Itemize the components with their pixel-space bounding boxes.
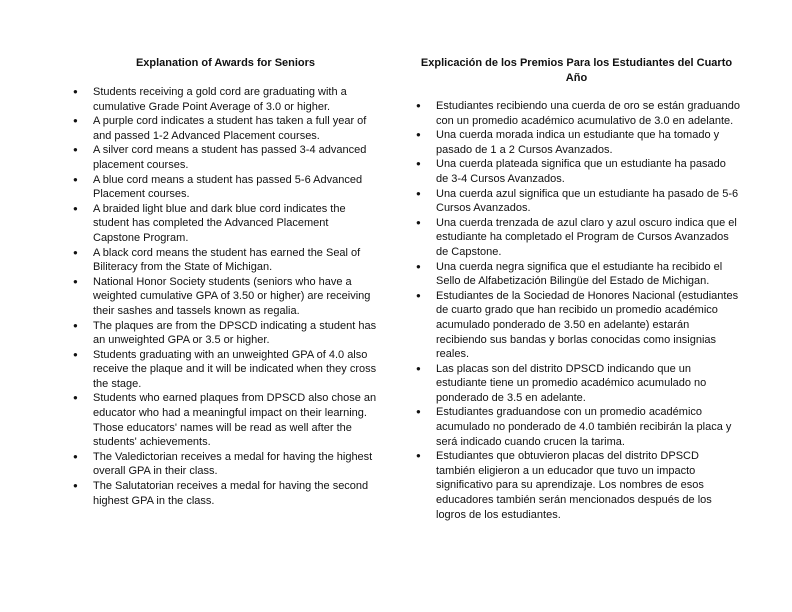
list-item-text: A braided light blue and dark blue cord indicates the student has completed the Advanced Placement Capstone Program. — [93, 202, 346, 244]
list-item-text: Students receiving a gold cord are graduating with a cumulative Grade Point Average of 3.0 or higher. — [93, 86, 347, 113]
list-item-text: A purple cord indicates a student has taken a full year of and passed 1-2 Advanced Placement courses. — [93, 115, 367, 142]
bullet-icon: ● — [73, 349, 78, 359]
list-item — [73, 319, 378, 348]
list-item — [413, 216, 740, 260]
list-item — [73, 202, 378, 246]
english-award-list — [73, 85, 378, 508]
bullet-icon: ● — [416, 363, 421, 373]
list-item — [413, 449, 740, 522]
bullet-icon: ● — [416, 290, 421, 300]
bullet-icon: ● — [73, 451, 78, 461]
list-item — [413, 405, 740, 449]
list-item — [413, 128, 740, 157]
bullet-icon: ● — [416, 188, 421, 198]
list-item-text: The Valedictorian receives a medal for having the highest overall GPA in their class. — [93, 450, 373, 478]
list-item — [413, 362, 740, 406]
list-item-text: A black cord means the student has earned the Seal of Biliteracy from the State of Michigan. — [93, 246, 361, 274]
bullet-icon: ● — [73, 393, 78, 403]
english-column — [73, 56, 378, 508]
list-item-text: Una cuerda trenzada de azul claro y azul oscuro indica que el estudiante ha completado el Program de Cursos Avanzados de Capstone. — [436, 216, 737, 258]
bullet-icon: ● — [416, 130, 421, 140]
list-item — [413, 289, 740, 362]
bullet-icon: ● — [73, 481, 78, 491]
list-item-text: Estudiantes de la Sociedad de Honores Nacional (estudiantes de cuarto grado que han recibido un promedio académico acumulado ponderado de 3.50 en adelante) estarán recibiendo sus bandas y borlas conocidas como insignias reales. — [436, 289, 739, 361]
list-item — [73, 114, 378, 143]
bullet-icon: ● — [416, 217, 421, 227]
list-item — [73, 85, 378, 114]
list-item-text: Estudiantes que obtuvieron placas del distrito DPSCD también eligieron a un educador que tuvo un impacto significativo para su aprendizaje. Los nombres de esos educadores también serán mencionados después de los logros de los estudiantes. — [436, 450, 712, 521]
list-item-text: Una cuerda azul significa que un estudiante ha pasado de 5-6 Cursos Avanzados. — [436, 187, 739, 215]
bullet-icon: ● — [73, 87, 78, 96]
list-item-text: A silver cord means a student has passed 3-4 advanced placement courses. — [93, 144, 367, 171]
bullet-icon: ● — [73, 276, 78, 286]
bullet-icon: ● — [73, 145, 78, 155]
bullet-icon: ● — [416, 159, 421, 169]
list-item-text: National Honor Society students (seniors who have a weighted cumulative GPA of 3.50 or higher) are receiving their sashes and tassels known as regalia. — [93, 275, 371, 317]
list-item — [413, 260, 740, 289]
spanish-heading: Explicación de los Premios Para los Estudiantes del Cuarto Año — [420, 57, 733, 84]
list-item-text: Las placas son del distrito DPSCD indicando que un estudiante tiene un promedio académico acumulado no ponderado de 3.5 en adelante. — [436, 362, 707, 404]
list-item-text: The Salutatorian receives a medal for having the second highest GPA in the class. — [93, 480, 369, 507]
list-item — [73, 173, 378, 202]
list-item — [73, 246, 378, 275]
list-item-text: The plaques are from the DPSCD indicating a student has an unweighted GPA or 3.5 or higher. — [93, 319, 377, 347]
bullet-icon: ● — [73, 203, 78, 213]
list-item-text: A blue cord means a student has passed 5-6 Advanced Placement courses. — [93, 173, 363, 201]
list-item — [73, 479, 378, 508]
bullet-icon: ● — [73, 174, 78, 184]
bullet-icon: ● — [416, 407, 421, 417]
bullet-icon: ● — [73, 247, 78, 257]
list-item — [73, 391, 378, 449]
list-item — [73, 348, 378, 392]
english-heading: Explanation of Awards for Seniors — [135, 57, 316, 69]
list-item — [413, 99, 740, 128]
list-item — [73, 450, 378, 479]
list-item-text: Estudiantes recibiendo una cuerda de oro se están graduando con un promedio académico acumulativo de 3.0 en adelante. — [436, 100, 740, 127]
bullet-icon: ● — [416, 451, 421, 461]
list-item-text: Students who earned plaques from DPSCD also chose an educator who had a meaningful impact on their learning. Those educators' names will be read as well after the students' achievements. — [93, 392, 377, 449]
list-item-text: Una cuerda morada indica un estudiante que ha tomado y pasado de 1 a 2 Cursos Avanzados. — [436, 129, 720, 156]
bullet-icon: ● — [416, 261, 421, 271]
list-item — [73, 275, 378, 319]
spanish-award-list — [413, 99, 740, 522]
list-item-text: Students graduating with an unweighted GPA of 4.0 also receive the plaque and it will be indicated when they cross the stage. — [93, 348, 377, 390]
bullet-icon: ● — [416, 101, 421, 110]
spanish-column — [413, 56, 740, 522]
bullet-icon: ● — [73, 320, 78, 330]
list-item — [73, 143, 378, 172]
bullet-icon: ● — [73, 116, 78, 126]
list-item-text: Una cuerda negra significa que el estudiante ha recibido el Sello de Alfabetización Bilingüe del Estado de Michigan. — [436, 260, 723, 288]
list-item — [413, 187, 740, 216]
list-item-text: Una cuerda plateada significa que un estudiante ha pasado de 3-4 Cursos Avanzados. — [436, 158, 726, 185]
list-item — [413, 157, 740, 186]
list-item-text: Estudiantes graduandose con un promedio académico acumulado no ponderado de 4.0 también recibirán la placa y será indicado cuando crucen la tarima. — [436, 406, 732, 448]
